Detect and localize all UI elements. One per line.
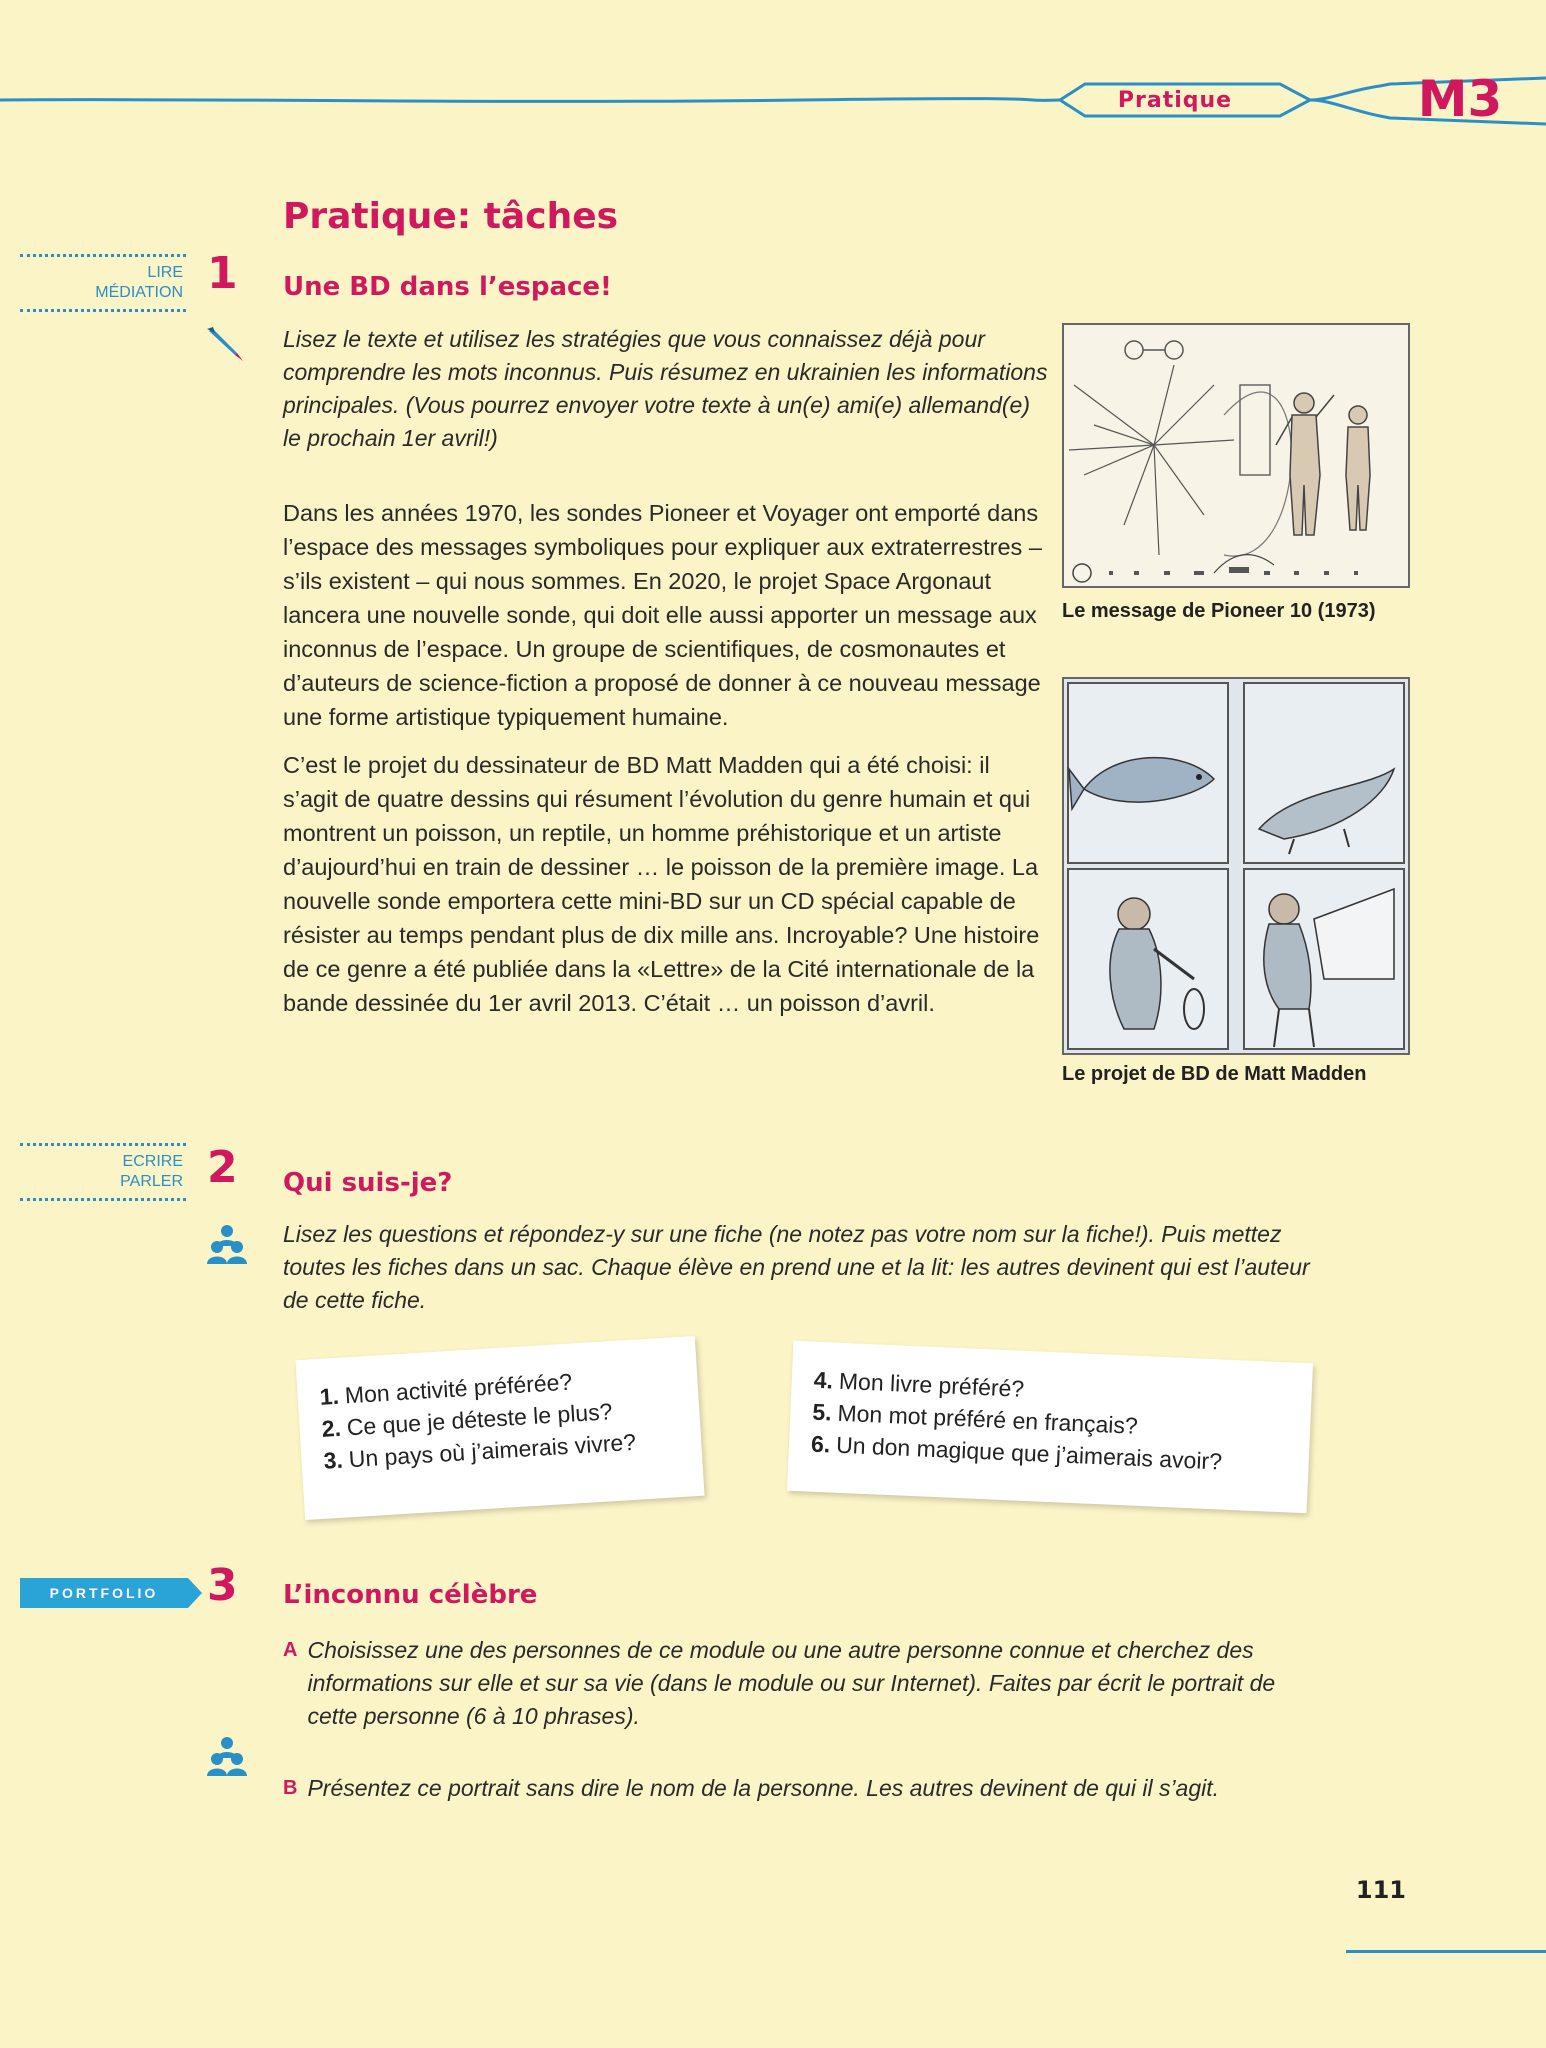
task1-skill-tag (20, 254, 186, 312)
portfolio-tag: PORTFOLIO (20, 1578, 188, 1608)
task3-part-a-letter: A (283, 1639, 298, 1661)
portfolio-arrow (188, 1578, 202, 1608)
task3-part-a-text: Choisissez une des personnes de ce module ou une autre personne connue et cherchez des informations sur elle et sur sa vie (dans le module ou sur Internet). Faites par écrit le portrait de cette personne (6 à 10 phrases). (307, 1637, 1276, 1729)
question-text: Un pays où j’aimerais vivre? (348, 1428, 637, 1473)
task3-title: L’inconnu célèbre (283, 1580, 538, 1610)
task1-tag-line-2: MÉDIATION (95, 284, 183, 301)
task2-instruction: Lisez les questions et répondez-y sur une fiche (ne notez pas votre nom sur la fiche!). Puis mettez toutes les fiches dans un sac. Chaque élève en prend une et la lit: les autres devinent qui est l’auteur de cette fiche. (283, 1221, 1310, 1313)
pioneer-plaque-image (1062, 323, 1410, 588)
comic-strip-image (1062, 677, 1410, 1055)
header-module-label: M3 (1417, 70, 1503, 128)
page-title: Pratique: tâches (283, 196, 619, 237)
task3-part-b-text: Présentez ce portrait sans dire le nom de la personne. Les autres devinent de qui il s’agit. (307, 1775, 1220, 1801)
comic-caption: Le projet de BD de Matt Madden (1062, 1063, 1367, 1085)
task3-part-a (283, 1634, 1323, 1733)
task1-text (283, 496, 1051, 1034)
question-number: 2. (320, 1414, 342, 1442)
task3-part-b-letter: B (283, 1777, 298, 1799)
question-text: Mon mot préféré en français? (837, 1399, 1139, 1439)
pioneer-caption: Le message de Pioneer 10 (1973) (1062, 600, 1376, 622)
group-icon (205, 1222, 249, 1266)
task2-number: 2 (207, 1142, 238, 1193)
question-text: Mon activité préférée? (344, 1368, 573, 1409)
question-number: 3. (322, 1446, 344, 1474)
question-text: Mon livre préféré? (838, 1367, 1025, 1402)
task1-instruction: Lisez le texte et utilisez les stratégies que vous connaissez déjà pour comprendre les mots inconnus. Puis résumez en ukrainien les informations principales. (Vous pourrez envoyer votre texte à un(e) ami(e) allemand(e) le prochain 1er avril!) (283, 326, 1048, 451)
question-number: 4. (813, 1366, 834, 1394)
question-number: 6. (810, 1430, 831, 1458)
pencil-icon (205, 325, 247, 365)
question-number: 1. (318, 1382, 340, 1410)
task2-skill-tag (20, 1143, 186, 1201)
header-section-label: Pratique (1117, 88, 1233, 113)
question-text: Ce que je déteste le plus? (346, 1398, 614, 1441)
task1-tag-line-1: LIRE (147, 264, 183, 281)
task2-tag-line-2: PARLER (120, 1173, 183, 1190)
page-number: 111 (1355, 1876, 1406, 1904)
task3-part-b (283, 1772, 1383, 1805)
page-number-rule (1346, 1950, 1546, 1953)
task3-number: 3 (207, 1560, 238, 1611)
group-icon (205, 1734, 249, 1778)
header-banner (0, 60, 1546, 150)
pioneer-plaque-drawing (1064, 325, 1408, 586)
question-text: Un don magique que j’aimerais avoir? (835, 1431, 1223, 1475)
task1-title: Une BD dans l’espace! (283, 272, 612, 302)
questions-card-right (787, 1341, 1313, 1514)
questions-card-left (295, 1336, 704, 1520)
task2-tag-line-1: ECRIRE (122, 1153, 183, 1170)
question-number: 5. (811, 1398, 833, 1426)
task1-paragraph-2: C’est le projet du dessinateur de BD Matt Madden qui a été choisi: il s’agit de quatre dessins qui résument l’évolution du genre humain et qui montrent un poisson, un reptile, un homme préhistorique et un artiste d’aujourd’hui en train de dessiner … le poisson de la première image. La nouvelle sonde emportera cette mini-BD sur un CD spécial capable de résister au temps pendant plus de dix mille ans. Incroyable? Une histoire de ce genre a été publiée dans la «Lettre» de la Cité internationale de la bande dessinée du 1er avril 2013. C’était … un poisson d’avril. (283, 752, 1040, 1016)
comic-strip-drawing (1064, 679, 1408, 1053)
task1-paragraph-1: Dans les années 1970, les sondes Pioneer et Voyager ont emporté dans l’espace des messages symboliques pour expliquer aux extraterrestres – s’ils existent – qui nous sommes. En 2020, le projet Space Argonaut lancera une nouvelle sonde, qui doit elle aussi apporter un message aux inconnus de l’espace. Un groupe de scientifiques, de cosmonautes et d’auteurs de science-fiction a proposé de donner à ce nouveau message une forme artistique typiquement humaine. (283, 500, 1042, 730)
task2-title: Qui suis-je? (283, 1168, 453, 1198)
task1-number: 1 (207, 248, 238, 299)
